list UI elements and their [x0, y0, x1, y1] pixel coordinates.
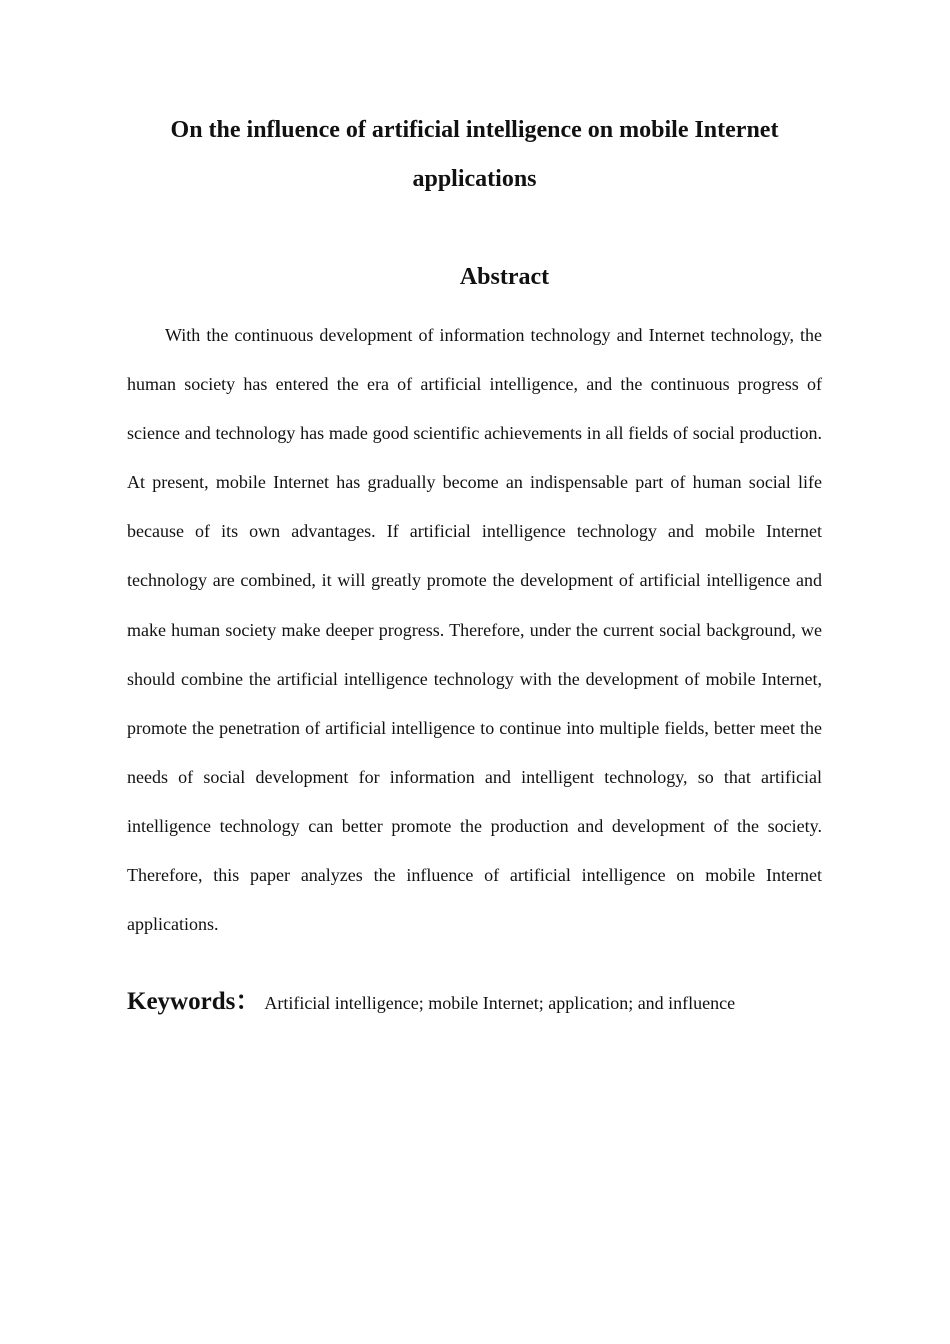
abstract-heading: Abstract — [459, 264, 550, 290]
abstract-body: With the continuous development of information technology and Internet technology, the human society has entered the era of artificial intelligence, and the continuous progress of science and technology has made good scientific achievements in all fields of social production. At present, mobile Internet has gradually become an indispensable part of human social life because of its own advantages. If artificial intelligence technology and mobile Internet technology are combined, it will greatly promote the development of artificial intelligence and make human society make deeper progress. Therefore, under the current social background, we should combine the artificial intelligence technology with the development of mobile Internet, promote the penetration of artificial intelligence to continue into multiple fields, better meet the needs of social development for information and intelligent technology, so that artificial intelligence technology can better promote the production and development of the society. Therefore, this paper analyzes the influence of artificial intelligence on mobile Internet applications. — [127, 325, 822, 935]
keywords-line — [127, 981, 887, 1017]
keywords-text: Artificial intelligence; mobile Internet; application; and influence — [264, 993, 736, 1013]
keywords-label: Keywords： — [127, 988, 261, 1015]
paper-title: On the influence of artificial intelligence on mobile Internet applications — [170, 117, 779, 192]
